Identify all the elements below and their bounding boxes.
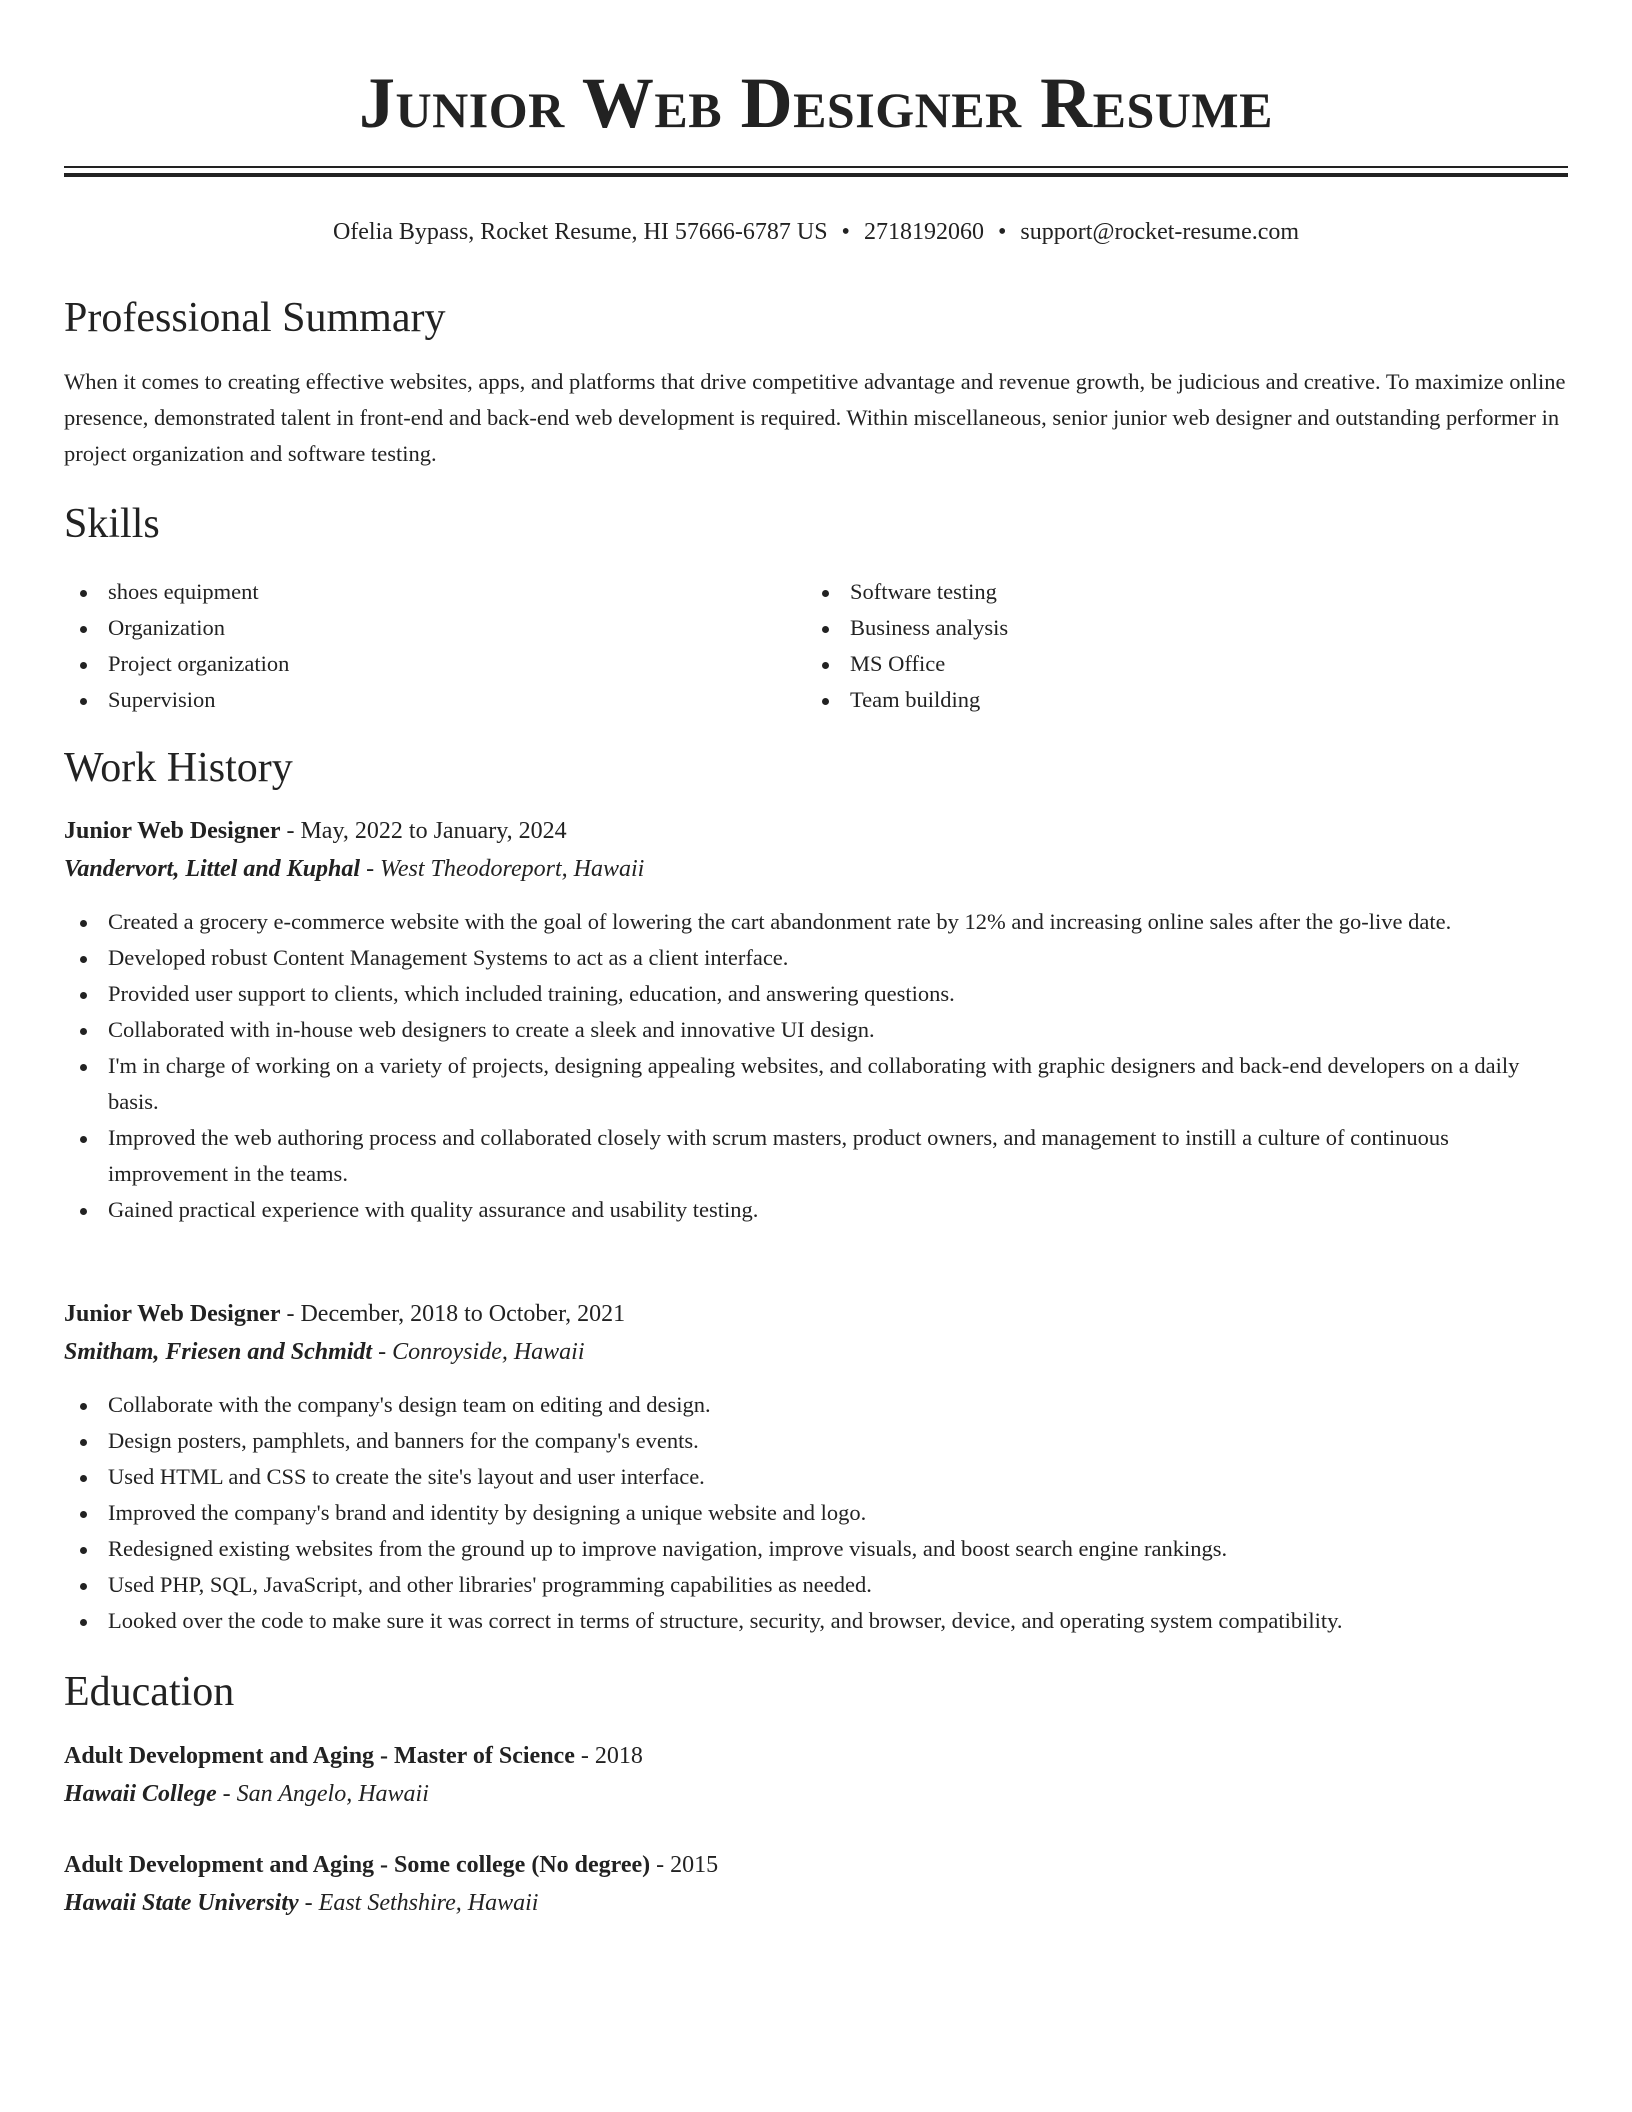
degree-line <box>64 1737 1568 1775</box>
degree-name: Adult Development and Aging - Some college (No degree) <box>64 1852 651 1878</box>
contact-address: Ofelia Bypass, Rocket Resume, HI 57666-6787 US <box>332 219 828 245</box>
job-title-line <box>64 1295 1568 1333</box>
job-bullet: Gained practical experience with quality assurance and usability testing. <box>64 1192 1568 1228</box>
education-heading: Education <box>64 1669 235 1715</box>
job-bullets <box>64 1387 1568 1639</box>
resume-title: Junior Web Designer Resume <box>359 63 1273 143</box>
job-entry <box>64 1295 1568 1639</box>
degree-year: - 2018 <box>574 1743 643 1769</box>
skills-heading: Skills <box>64 501 160 547</box>
contact-email: support@rocket-resume.com <box>1020 219 1300 245</box>
employer-name: Smitham, Friesen and Schmidt <box>64 1339 373 1365</box>
contact-line <box>64 214 1568 250</box>
job-bullet: Improved the web authoring process and collaborated closely with scrum masters, product owners, and management to instill a culture of continuous improvement in the teams. <box>64 1120 1568 1192</box>
job-bullet: Used PHP, SQL, JavaScript, and other libraries' programming capabilities as needed. <box>64 1567 1568 1603</box>
job-entry <box>64 812 1568 1228</box>
job-bullet: Improved the company's brand and identity by designing a unique website and logo. <box>64 1495 1568 1531</box>
job-dates: - December, 2018 to October, 2021 <box>280 1301 626 1327</box>
contact-separator: • <box>841 219 850 245</box>
degree-name: Adult Development and Aging - Master of Science <box>64 1743 575 1769</box>
skill-item: Business analysis <box>806 610 1008 646</box>
job-title-line <box>64 812 1568 850</box>
title-divider <box>64 166 1568 177</box>
job-bullet: Created a grocery e-commerce website with the goal of lowering the cart abandonment rate by 12% and increasing online sales after the go-live date. <box>64 904 1568 940</box>
skill-item: Organization <box>64 610 806 646</box>
skills-column-right <box>806 574 1008 718</box>
skill-item: Project organization <box>64 646 806 682</box>
school-name: Hawaii State University <box>64 1890 299 1916</box>
job-bullet: Collaborate with the company's design team on editing and design. <box>64 1387 1568 1423</box>
job-bullet: Developed robust Content Management Systems to act as a client interface. <box>64 940 1568 976</box>
skills-column-left <box>64 574 806 718</box>
divider-thick-line <box>64 173 1568 177</box>
degree-line <box>64 1846 1568 1884</box>
skill-item: MS Office <box>806 646 1008 682</box>
skill-item: Team building <box>806 682 1008 718</box>
work-history-heading: Work History <box>64 745 293 791</box>
job-bullet: Design posters, pamphlets, and banners for the company's events. <box>64 1423 1568 1459</box>
employer-location: - West Theodoreport, Hawaii <box>360 856 645 882</box>
job-title: Junior Web Designer <box>64 1301 281 1327</box>
job-bullet: Used HTML and CSS to create the site's layout and user interface. <box>64 1459 1568 1495</box>
degree-year: - 2015 <box>650 1852 719 1878</box>
school-line <box>64 1884 1568 1922</box>
skill-item: shoes equipment <box>64 574 806 610</box>
job-bullet: Provided user support to clients, which included training, education, and answering questions. <box>64 976 1568 1012</box>
education-entry <box>64 1846 1568 1922</box>
school-name: Hawaii College <box>64 1781 217 1807</box>
skill-item: Supervision <box>64 682 806 718</box>
contact-separator: • <box>997 219 1007 245</box>
education-entry <box>64 1737 1568 1813</box>
school-location: - San Angelo, Hawaii <box>216 1781 429 1807</box>
employer-location: - Conroyside, Hawaii <box>372 1339 585 1365</box>
employer-line <box>64 1333 1568 1371</box>
employer-line <box>64 850 1568 888</box>
job-bullet: Looked over the code to make sure it was correct in terms of structure, security, and browser, device, and operating system compatibility. <box>64 1603 1568 1639</box>
job-dates: - May, 2022 to January, 2024 <box>280 818 567 844</box>
school-line <box>64 1775 1568 1813</box>
job-bullet: Redesigned existing websites from the ground up to improve navigation, improve visuals, and boost search engine rankings. <box>64 1531 1568 1567</box>
school-location: - East Sethshire, Hawaii <box>298 1890 539 1916</box>
summary-text: When it comes to creating effective websites, apps, and platforms that drive competitive advantage and revenue growth, be judicious and creative. To maximize online presence, demonstrated talent in front-end and back-end web development is required. Within miscellaneous, senior junior web designer and outstanding performer in project organization and software testing. <box>64 369 1566 466</box>
job-title: Junior Web Designer <box>64 818 281 844</box>
skills-list <box>64 574 1568 718</box>
summary-heading: Professional Summary <box>64 295 446 341</box>
job-bullets <box>64 904 1568 1228</box>
job-bullet: Collaborated with in-house web designers to create a sleek and innovative UI design. <box>64 1012 1568 1048</box>
employer-name: Vandervort, Littel and Kuphal <box>64 856 361 882</box>
job-bullet: I'm in charge of working on a variety of projects, designing appealing websites, and collaborating with graphic designers and back-end developers on a daily basis. <box>64 1048 1568 1120</box>
contact-phone: 2718192060 <box>863 219 984 245</box>
skill-item: Software testing <box>806 574 1008 610</box>
